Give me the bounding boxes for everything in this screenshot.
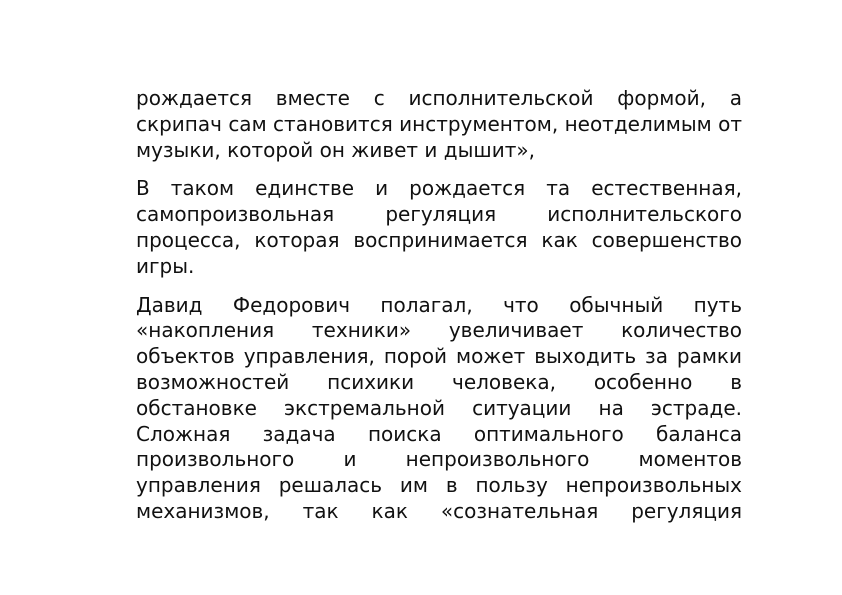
paragraph-3: Давид Федорович полагал, что обычный путь «накопления техники» увеличивает количество объектов управления, порой может выходить за рамки возможностей психики человека, особенно в обстановке экстремальной ситуации на эстраде. Сложная задача поиска оптимального баланса произвольного и непроизвольного моментов управления решалась им в пользу непроизвольных механизмов, так как «сознательная регуляция xyxy=(136,292,742,523)
paragraph-1: рождается вместе с исполнительской формой, а скрипач сам становится инструментом, неотделимым от музыки, которой он живет и дышит», xyxy=(136,86,742,162)
paragraph-2: В таком единстве и рождается та естественная, самопроизвольная регуляция исполнительского процесса, которая воспринимается как совершенство игры. xyxy=(136,176,742,278)
body-text xyxy=(136,86,742,525)
